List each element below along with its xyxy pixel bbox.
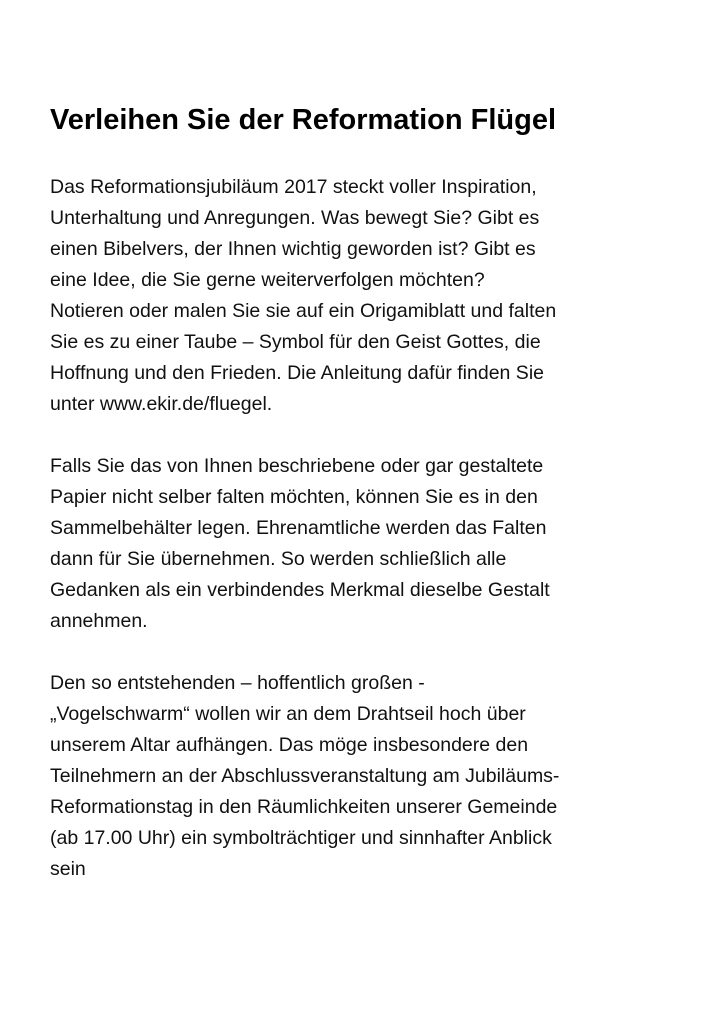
text-line: Notieren oder malen Sie sie auf ein Origamiblatt und falten bbox=[50, 300, 557, 322]
text-line: Sie es zu einer Taube – Symbol für den Geist Gottes, die bbox=[50, 331, 541, 353]
text-line: Falls Sie das von Ihnen beschriebene oder gar gestaltete bbox=[50, 455, 544, 477]
text-line: dann für Sie übernehmen. So werden schließlich alle bbox=[50, 548, 507, 570]
text-line: „Vogelschwarm“ wollen wir an dem Drahtseil hoch über bbox=[50, 703, 526, 725]
text-line: Den so entstehenden – hoffentlich großen - bbox=[50, 672, 425, 694]
text-line: Reformationstag in den Räumlichkeiten unserer Gemeinde bbox=[50, 796, 558, 818]
text-line: unserem Altar aufhängen. Das möge insbesondere den bbox=[50, 734, 529, 756]
paragraph-3 bbox=[50, 668, 695, 885]
text-line: Teilnehmern an der Abschlussveranstaltung am Jubiläums- bbox=[50, 765, 560, 787]
text-line: sein bbox=[50, 858, 86, 880]
text-line: Gedanken als ein verbindendes Merkmal dieselbe Gestalt bbox=[50, 579, 550, 601]
text-line: Hoffnung und den Frieden. Die Anleitung dafür finden Sie bbox=[50, 362, 544, 384]
text-line: Papier nicht selber falten möchten, können Sie es in den bbox=[50, 486, 538, 508]
text-line: Sammelbehälter legen. Ehrenamtliche werden das Falten bbox=[50, 517, 547, 539]
document-body bbox=[50, 172, 695, 916]
text-line: Unterhaltung und Anregungen. Was bewegt Sie? Gibt es bbox=[50, 207, 540, 229]
paragraph-1 bbox=[50, 172, 695, 420]
paragraph-2 bbox=[50, 451, 695, 637]
text-line: (ab 17.00 Uhr) ein symbolträchtiger und sinnhafter Anblick bbox=[50, 827, 552, 849]
text-line: Das Reformationsjubiläum 2017 steckt voller Inspiration, bbox=[50, 176, 537, 198]
text-line: unter www.ekir.de/fluegel. bbox=[50, 393, 273, 415]
text-line: einen Bibelvers, der Ihnen wichtig geworden ist? Gibt es bbox=[50, 238, 536, 260]
text-line: annehmen. bbox=[50, 610, 148, 632]
document-title: Verleihen Sie der Reformation Flügel bbox=[50, 104, 557, 136]
text-line: eine Idee, die Sie gerne weiterverfolgen möchten? bbox=[50, 269, 485, 291]
